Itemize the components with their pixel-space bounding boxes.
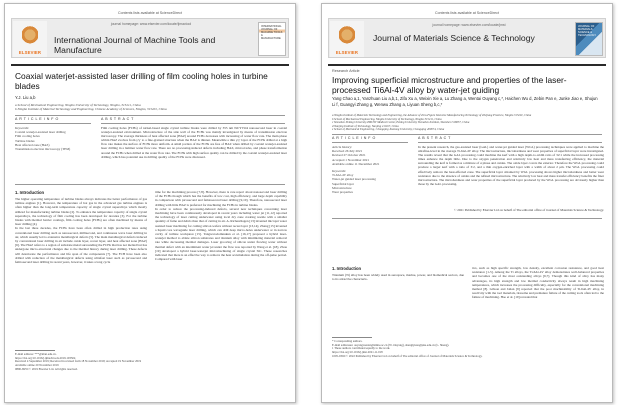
body-column-right: time for the machining process [7,8]. However, there is rare report about nanosecond laser drilling of the FCHs though which has the benefits of low cost, high efficiency, and large depth capability in comparison with picosecond and femtosecond laser drilling [9,10]. Therefore, nanosecond laser drilling with little HAZ is preferred for machining the FCHs in turbine blades. In order to reduce the processing-induced defects, several new techniques concerning laser machining have been continuously developed in recent years including water jet [11,12] reported the technology of laser cutting underwater using local dry zone creating nozzle with a smaller quantity of fume and debris than that of cutting in air. A. Richerzhagen [13] invented microjet water assisted laser machining for cutting silicon wafers without recast layer [13,14]. Zhang [15] invented a liquid core waveguide laser drilling, which can drill deep micro-holes underwater or in narrow cavity of turbine workpiece [15]. Tangwarodomnukun et al. [16,17] proposed a hybrid laser-waterjet method to ablate silicon substrates and titanium alloy with minimizing material removal rate while decreasing thermal damages. Laser grooving of silicon under flowing water without thermal defect with an intermittent water jet under the flow was reported by Wang et al. [18]. Zhou [19] developed a hybrid laser-waterjet micromachining of single crystal SiC. These researches indicated that there is an effective way to remove the heat accumulation during the off-pulse period. Compared with laser [155,190,287,262]
masthead-rule [328,64,606,66]
article-history: Article history: Received 26 July 2021 Revised 27 October 2021 Accepted 1 November 2021 Available online 11 December 2021 [332,145,380,166]
divider [15,123,91,124]
author-affiliations: a School of Mechanical Engineering, Ningbo University of Technology, Ningbo, 315211, China b Ningbo Institute of Material Technology and Engineering, Chinese Academy of Sciences, Ningbo, 315201, China [15,103,167,111]
article-authors: Yang Chao a,1, Yanzhuan Liu a,b,1, Zifa Xu a, Weixin Xie a, Lu Zhang a, Wentai Ouyang c,*, Haichen Wu d, Zebin Pan e, Junke Jiao e, Shujun Li f, Guangyi Zhang g, Wenwu Zhang a, Liyuan Sheng b,c,* [332,96,598,107]
keywords-block [15,126,95,151]
paper-page-2 [321,3,613,403]
article-title: Improving superficial microstructure and properties of the laser-processed Ti6Al-4V alloy by water-jet guiding [332,75,567,95]
abstract-heading: A B S T R A C T [101,117,134,121]
body-column-left: The higher operating temperature of turbine blades always indicates the better performance of gas turbine engines [1]. However, the temperature of hot gas in the advanced gas turbine engines is often higher than the long-term temperature capacity of single crystal superalloys which mostly utilized for manufacturing turbine blades [2]. To enhance the temperature capacity of single crystal superalloys, the technology of film cooling has been developed for decades [3]. For the turbine blades with thermal barrier coatings, film cooling holes (FCHs) are often machined by means of laser drilling [4]. In the last three decades, the FCHs have been often drilled in high production rates using conventional laser drilling such as nanosecond, millisecond, and continuous wave laser drilling in air, which usually led to extensive metallurgical defects [5]. The main metallurgical defects induced by conventional laser drilling in air include oxide layer, recast layer, and heat affected zone (HAZ) [6]. The HAZ refers to a region of substrate metal surrounding the FCHs that has not melted but has undergone micro-structural changes due to the thermal history during laser drilling. These defects will deteriorate the performance and life span of the components [7]. The FCH have been also drilled with reduction of the metallurgical defects using ultrafast laser such as picosecond and femtosecond laser drilling in recent years, however, it takes a long cycle [15,197,147,265]
masthead-rule [11,64,289,66]
divider [15,115,285,116]
elsevier-logo [13,21,47,57]
journal-masthead [11,18,289,58]
body-column-left: Titanium (Ti) alloy has been widely used in aerospace, marine, power, and biomedical sectors, due to its attractive characteris- [332,273,464,282]
article-info-heading: A R T I C L E I N F O [15,117,59,121]
keywords-list: Coaxial waterjet-assisted laser drilling Film cooling holes Turbine blades Heat affected zone (HAZ) Transmission electron microscopy (TEM) [15,130,71,152]
divider [332,142,408,143]
divider [15,184,285,185]
article-authors: Y.J. Liu a,b [15,95,36,100]
elsevier-logo [330,21,364,57]
body-column-right: tics, such as high specific strength, low density, excellent corrosion resistance, and good heat resistance [1-5]. Among the Ti alloys, the Ti-6Al-4V alloy demonstrates well-balanced properties and becomes one of the most outstanding alloys [6,7]. Though this kind of alloy has many advantages, its high strength and low thermal conductivity always result in high machining temperatures, which increases the processing difficulty, especially for the conventional machining method [8]. Gibson and Jahan [9] reported that the poor machinability of Ti-6Al-4V alloy, in reactivity with the tool materials, tiresome and premature failure of the cutting tools often led to the failure of machining. Hao et al. [10] revealed that [472,266,604,300]
copyright-line: © 2021 Published by Elsevier Ltd on behalf of The editorial office of Journal of Materials Science & Technology. [453,208,604,212]
journal-homepage: journal homepage: www.elsevier.com/locate/ijmactool [110,22,192,26]
author-affiliations: a Ningbo Institute of Materials Technology and Engineering, the Advance of Zero-Figure Intensive Manufacturing Technology of Zhejiang Province, Ningbo 315201, China b School of Mechanical Engineering, Ningbo University of Technology, Ningbo 315211, China c Shenzhen Peking University-HKUST Medical Center, Peking University Shenzhen Institute, Shenzhen 518057, China d Nanjing Institute of Technology, Nanjing 211167, China e School of Mechanical Engineering, Chongqing Jiaotong University, Chongqing 400074, China [332,113,532,131]
footnote-rule [332,337,372,338]
journal-homepage: journal homepage: www.elsevier.com/locate/jmst [432,23,506,27]
footnote: * Corresponding authors. E-mail addresses: ouyangwentai@nimte.ac.cn (W. Ouyang), shenglyuan@pku.edu.cn (L. Sheng). 1 These authors contributed equally to the work. https://doi.org/10.1016/j.jmst.2021.11.018 1005-0302/© 2022 Published by Elsevier Ltd on behalf of The editorial office of Journal of Materials Science & Technology. [332,339,483,358]
elsevier-tree-icon [339,26,355,48]
contents-line: Contents lists available at ScienceDirect [118,11,182,15]
journal-cover-image [575,22,603,56]
introduction-heading: 1. Introduction [332,266,362,271]
publisher-name: ELSEVIER [335,50,359,55]
divider [418,142,602,143]
publisher-name: ELSEVIER [18,50,42,55]
article-info-block [332,145,412,194]
keywords-label: Keywords: [332,169,347,174]
abstract-text: Film cooling holes (FCHs) of nickel-based single crystal turbine blades were drilled by 355 nm Nd:YVO4 nanosecond laser in coaxial waterjet-assisted environment. Microstructure of the side wall of the FCHs was mainly investigated by means of transmission electron microscopy. The average thickness of heat affected zone (HAZ) around FCHs decreases with increasing of water flow rate. The main phase within HAZ evolves from γ/γ′ to a fine-grained structure when the HAZ is thinner. Meanwhile a thin γ/γ′ layer of the FCHs drilled at a high flow rate makes the surface of FCHs more uniform. A small portion of the FCHs are free of HAZ when drilled by coaxial waterjet-assisted laser drilling in a laminar water flow rate. There are no processing-induced defects including HAZ, microcracks, and phase transformation around the FCHs when drilled at the water flow rate. The FCHs with high surface quality can be drilled by the coaxial waterjet-assisted laser drilling, which has potential use in drilling quality of the FCHs were discussed. [101,126,287,159]
journal-cover-image [258,22,286,56]
elsevier-tree-icon [22,26,38,48]
cover-label: JOURNAL OF MATERIALS SCIENCE & TECHNOLOGY [578,25,597,37]
journal-title: Journal of Materials Science & Technology [373,33,535,43]
footnote-rule [15,350,55,351]
abstract-text: In the present research, the gas-assisted laser (GAL) and water-jet guided laser (WGL) processing techniques were applied to machine the ultrafine-level in the average Ti-6Al-4V alloy. The microstructure, microhardness and wear properties of superficial layer were investigated. The results reveal that the GAL processing could machine the kerf with a high depth-to-width ratio of 32:1 while the increased processing times enhance the depth little. Due to the oxygen penetration and relatively low heat and mass transferring efficiency, the material surrounding the kerf is formed as a mixture of α phase and oxides. The oxide layer covers the exterior. Therefore the WGL processing could produce a larger kerf with a ratio of 3:2, and a thin oxygen-enriched layer with a width of about 2 μm. The WGL processing could effectively remove the heat-affected zone. The superficial layer obtained by WGL processing shows higher microhardness and better wear resistance due to the absence of oxides and the refined microstructure. The relatively low heat and mass transfer efficiency benefits the finer microstructure. The microhardness and wear properties of the superficial layer produced by the WGL processing are obviously higher than those by the GAL processing. [418,145,604,186]
journal-masthead [328,18,606,58]
journal-title: International Journal of Machine Tools and Manufacture [54,35,216,55]
keywords-list: Ti-6Al-4V alloy Water-jet guided laser processing Superficial layer Microstructure Wear properties [332,173,376,195]
divider [332,134,602,135]
introduction-heading: 1. Introduction [15,190,45,195]
footnote: E-mail address: ***@nbut.edu.cn. https://doi.org/10.1016/j.ijmachtools.2019.103504 Received 4 September 2019; Received in revised form 18 November 2019; Accepted 19 November 2019 Available online 20 November 2019 0890-6955/© 2019 Elsevier Ltd. All rights reserved. [15,352,142,371]
article-info-heading: A R T I C L E I N F O [332,136,376,140]
abstract-heading: A B S T R A C T [418,136,451,140]
article-type: Research Article [332,69,360,73]
divider [332,218,602,219]
paper-page-1 [4,3,296,403]
cover-label: INTERNATIONAL JOURNAL OF MACHINE TOOLS & MANUFACTURE [261,25,283,40]
article-title: Coaxial waterjet-assisted laser drilling of film cooling holes in turbine blades [15,71,268,91]
divider [101,123,285,124]
keywords-label: Keywords: [15,126,30,130]
contents-line: Contents lists available at ScienceDirect [435,11,499,15]
